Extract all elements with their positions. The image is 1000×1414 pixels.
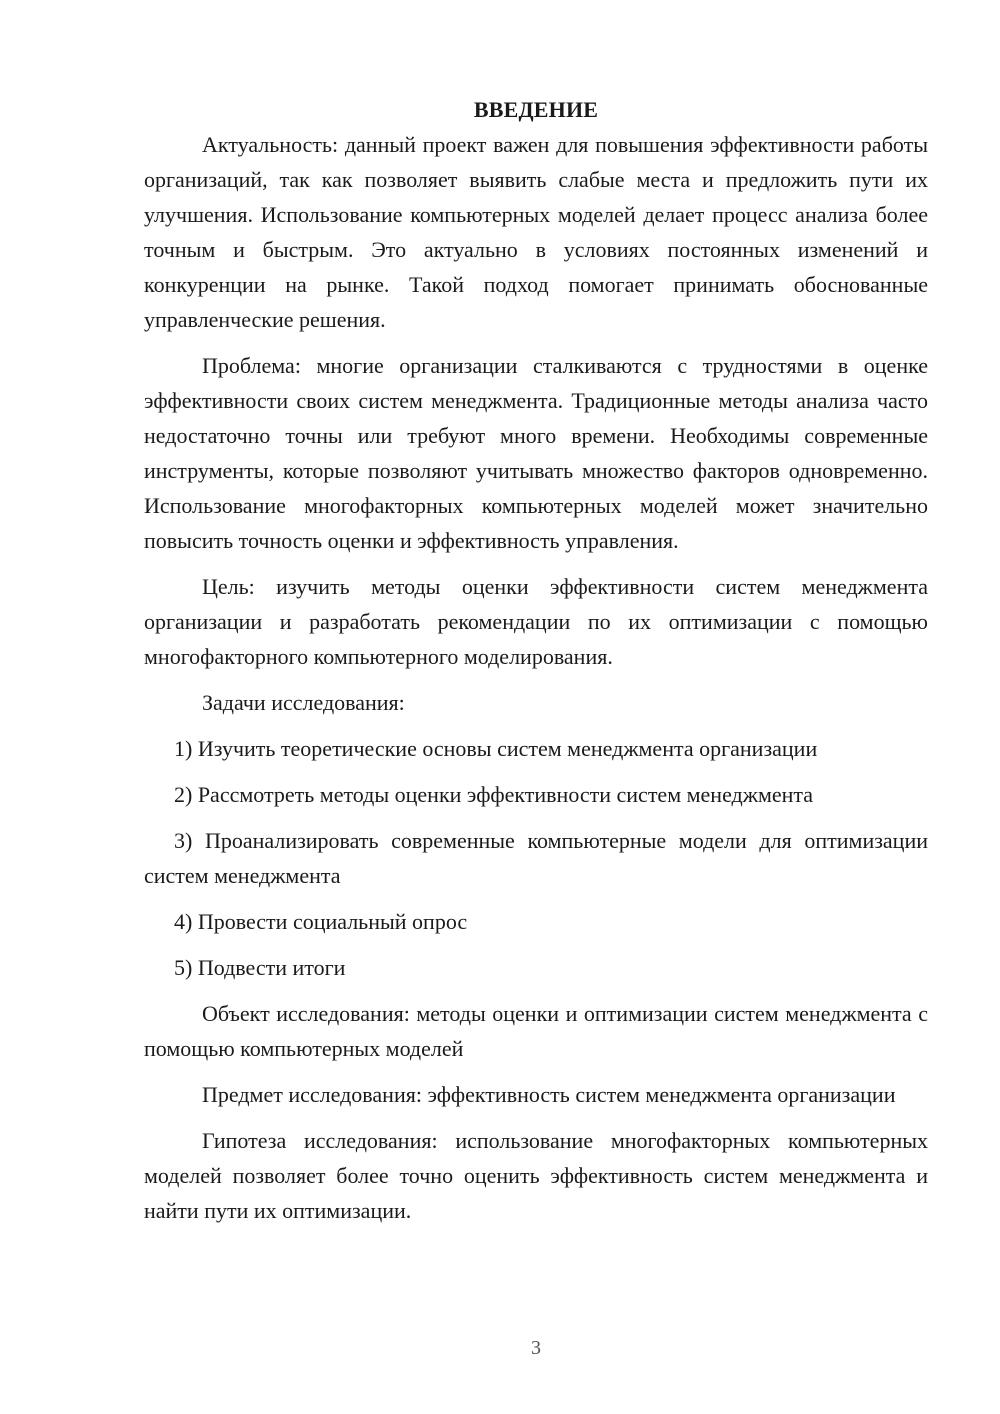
object-paragraph: Объект исследования: методы оценки и оптимизации систем менеджмента с помощью компьютерных моделей xyxy=(144,1001,928,1061)
goal-paragraph: Цель: изучить методы оценки эффективности систем менеджмента организации и разработать рекомендации по их оптимизации с помощью многофакторного компьютерного моделирования. xyxy=(144,574,928,669)
tasks-list xyxy=(144,731,928,985)
subject-paragraph: Предмет исследования: эффективность систем менеджмента организации xyxy=(202,1082,896,1107)
page-number: 3 xyxy=(531,1337,541,1359)
list-item: 3) Проанализировать современные компьютерные модели для оптимизации систем менеджмента xyxy=(144,828,928,888)
tasks-heading: Задачи исследования: xyxy=(202,690,405,715)
page-title: ВВЕДЕНИЕ xyxy=(473,97,599,122)
list-item: 1) Изучить теоретические основы систем менеджмента организации xyxy=(174,736,818,761)
list-item: 2) Рассмотреть методы оценки эффективности систем менеджмента xyxy=(174,782,814,807)
relevance-paragraph: Актуальность: данный проект важен для повышения эффективности работы организаций, так как позволяет выявить слабые места и предложить пути их улучшения. Использование компьютерных моделей делает процесс анализа более точным и быстрым. Это актуально в условиях постоянных изменений и конкуренции на рынке. Такой подход помогает принимать обоснованные управленческие решения. xyxy=(144,132,928,332)
list-item: 4) Провести социальный опрос xyxy=(174,909,468,934)
list-item: 5) Подвести итоги xyxy=(174,955,346,980)
hypothesis-paragraph: Гипотеза исследования: использование многофакторных компьютерных моделей позволяет более точно оценить эффективность систем менеджмента и найти пути их оптимизации. xyxy=(144,1128,928,1223)
problem-paragraph: Проблема: многие организации сталкиваются с трудностями в оценке эффективности своих систем менеджмента. Традиционные методы анализа часто недостаточно точны или требуют много времени. Необходимы современные инструменты, которые позволяют учитывать множество факторов одновременно. Использование многофакторных компьютерных моделей может значительно повысить точность оценки и эффективность управления. xyxy=(144,353,928,553)
page-content xyxy=(144,92,928,1228)
